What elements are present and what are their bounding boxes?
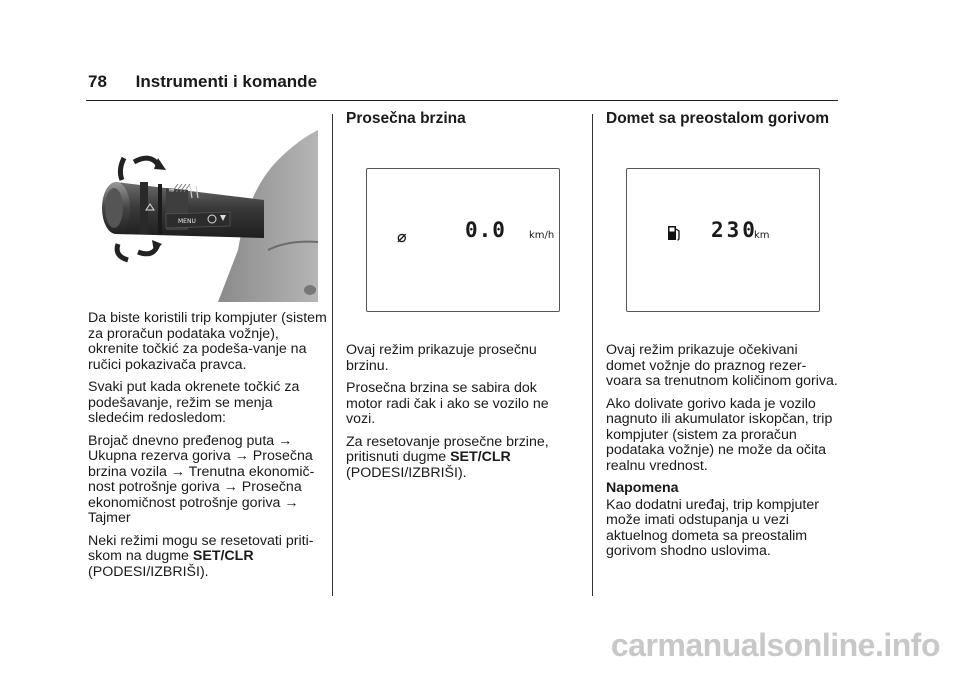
menu-button-label: MENU	[178, 218, 196, 225]
note-text: Kao dodatni uređaj, trip kompjuter može imati odstupanja u vezi aktuelnog dometa sa preostalim gorivom shodno uslovima.	[606, 496, 819, 559]
header-rule	[86, 100, 838, 101]
range-value: 230	[711, 218, 758, 242]
set-clr-label: SET/CLR	[450, 449, 511, 465]
section-heading: Domet sa preostalom gorivom	[606, 110, 830, 127]
fuel-range-display	[626, 168, 820, 312]
page-number: 78	[88, 72, 107, 91]
paragraph: Ovaj režim prikazuje očekivani domet vožnje do praznog rezer-voara sa trenutnom količinom goriva.	[606, 342, 838, 389]
paragraph: Prosečna brzina se sabira dok motor radi čak i ako se vozilo ne vozi.	[346, 380, 549, 427]
paragraph: Ovaj režim prikazuje prosečnu brzinu.	[346, 342, 537, 374]
page-title: Instrumenti i komande	[135, 72, 318, 91]
column1-text	[88, 311, 328, 587]
paragraph-text: (PODESI/IZBRIŠI).	[88, 563, 209, 580]
range-unit: km	[754, 230, 770, 241]
watermark: carmanualsonline.info	[610, 627, 940, 663]
speed-unit: km/h	[529, 230, 555, 241]
paragraph: Ako dolivate gorivo kada je vozilo nagnuto ili akumulator iskopčan, trip kompjuter (sistem za proračun podataka vožnje) ne može da očita realnu vrednost.	[606, 395, 833, 474]
paragraph	[346, 435, 576, 482]
column3-text	[606, 343, 838, 567]
paragraph: Da biste koristili trip kompjuter (sistem za proračun podataka vožnje), okrenite točkić za podeša-vanje na ručici pokazivača pravca.	[88, 310, 327, 373]
paragraph: Brojač dnevno pređenog puta → Ukupna rezerva goriva → Prosečna brzina vozila → Trenutna ekonomič-nost potrošnje goriva → Prosečna ekonomičnost potrošnje goriva → Tajmer	[88, 432, 315, 526]
column2-text	[346, 343, 576, 488]
set-clr-label: SET/CLR	[192, 548, 254, 564]
paragraph-text: Neki režimi mogu se resetovati priti-skom na dugme	[88, 532, 314, 564]
column-divider-1	[332, 114, 333, 596]
svg-text:≡: ≡	[168, 185, 175, 194]
page-header	[88, 72, 317, 92]
paragraph-text: Za resetovanje prosečne brzine, pritisnuti dugme	[346, 433, 549, 465]
fuel-pump-icon	[667, 225, 681, 246]
note-title: Napomena	[606, 480, 679, 496]
paragraph	[88, 534, 328, 581]
section-heading: Prosečna brzina	[346, 110, 466, 127]
turn-signal-stalk-illustration	[88, 130, 318, 302]
average-symbol-icon: ⌀	[397, 229, 407, 246]
paragraph-text: (PODESI/IZBRIŠI).	[346, 464, 467, 481]
average-speed-display	[366, 168, 560, 312]
paragraph: Svaki put kada okrenete točkić za podešavanje, režim se menja sledećim redosledom:	[88, 379, 300, 426]
column-divider-2	[592, 114, 593, 596]
average-speed-value: 0.0	[465, 218, 506, 242]
